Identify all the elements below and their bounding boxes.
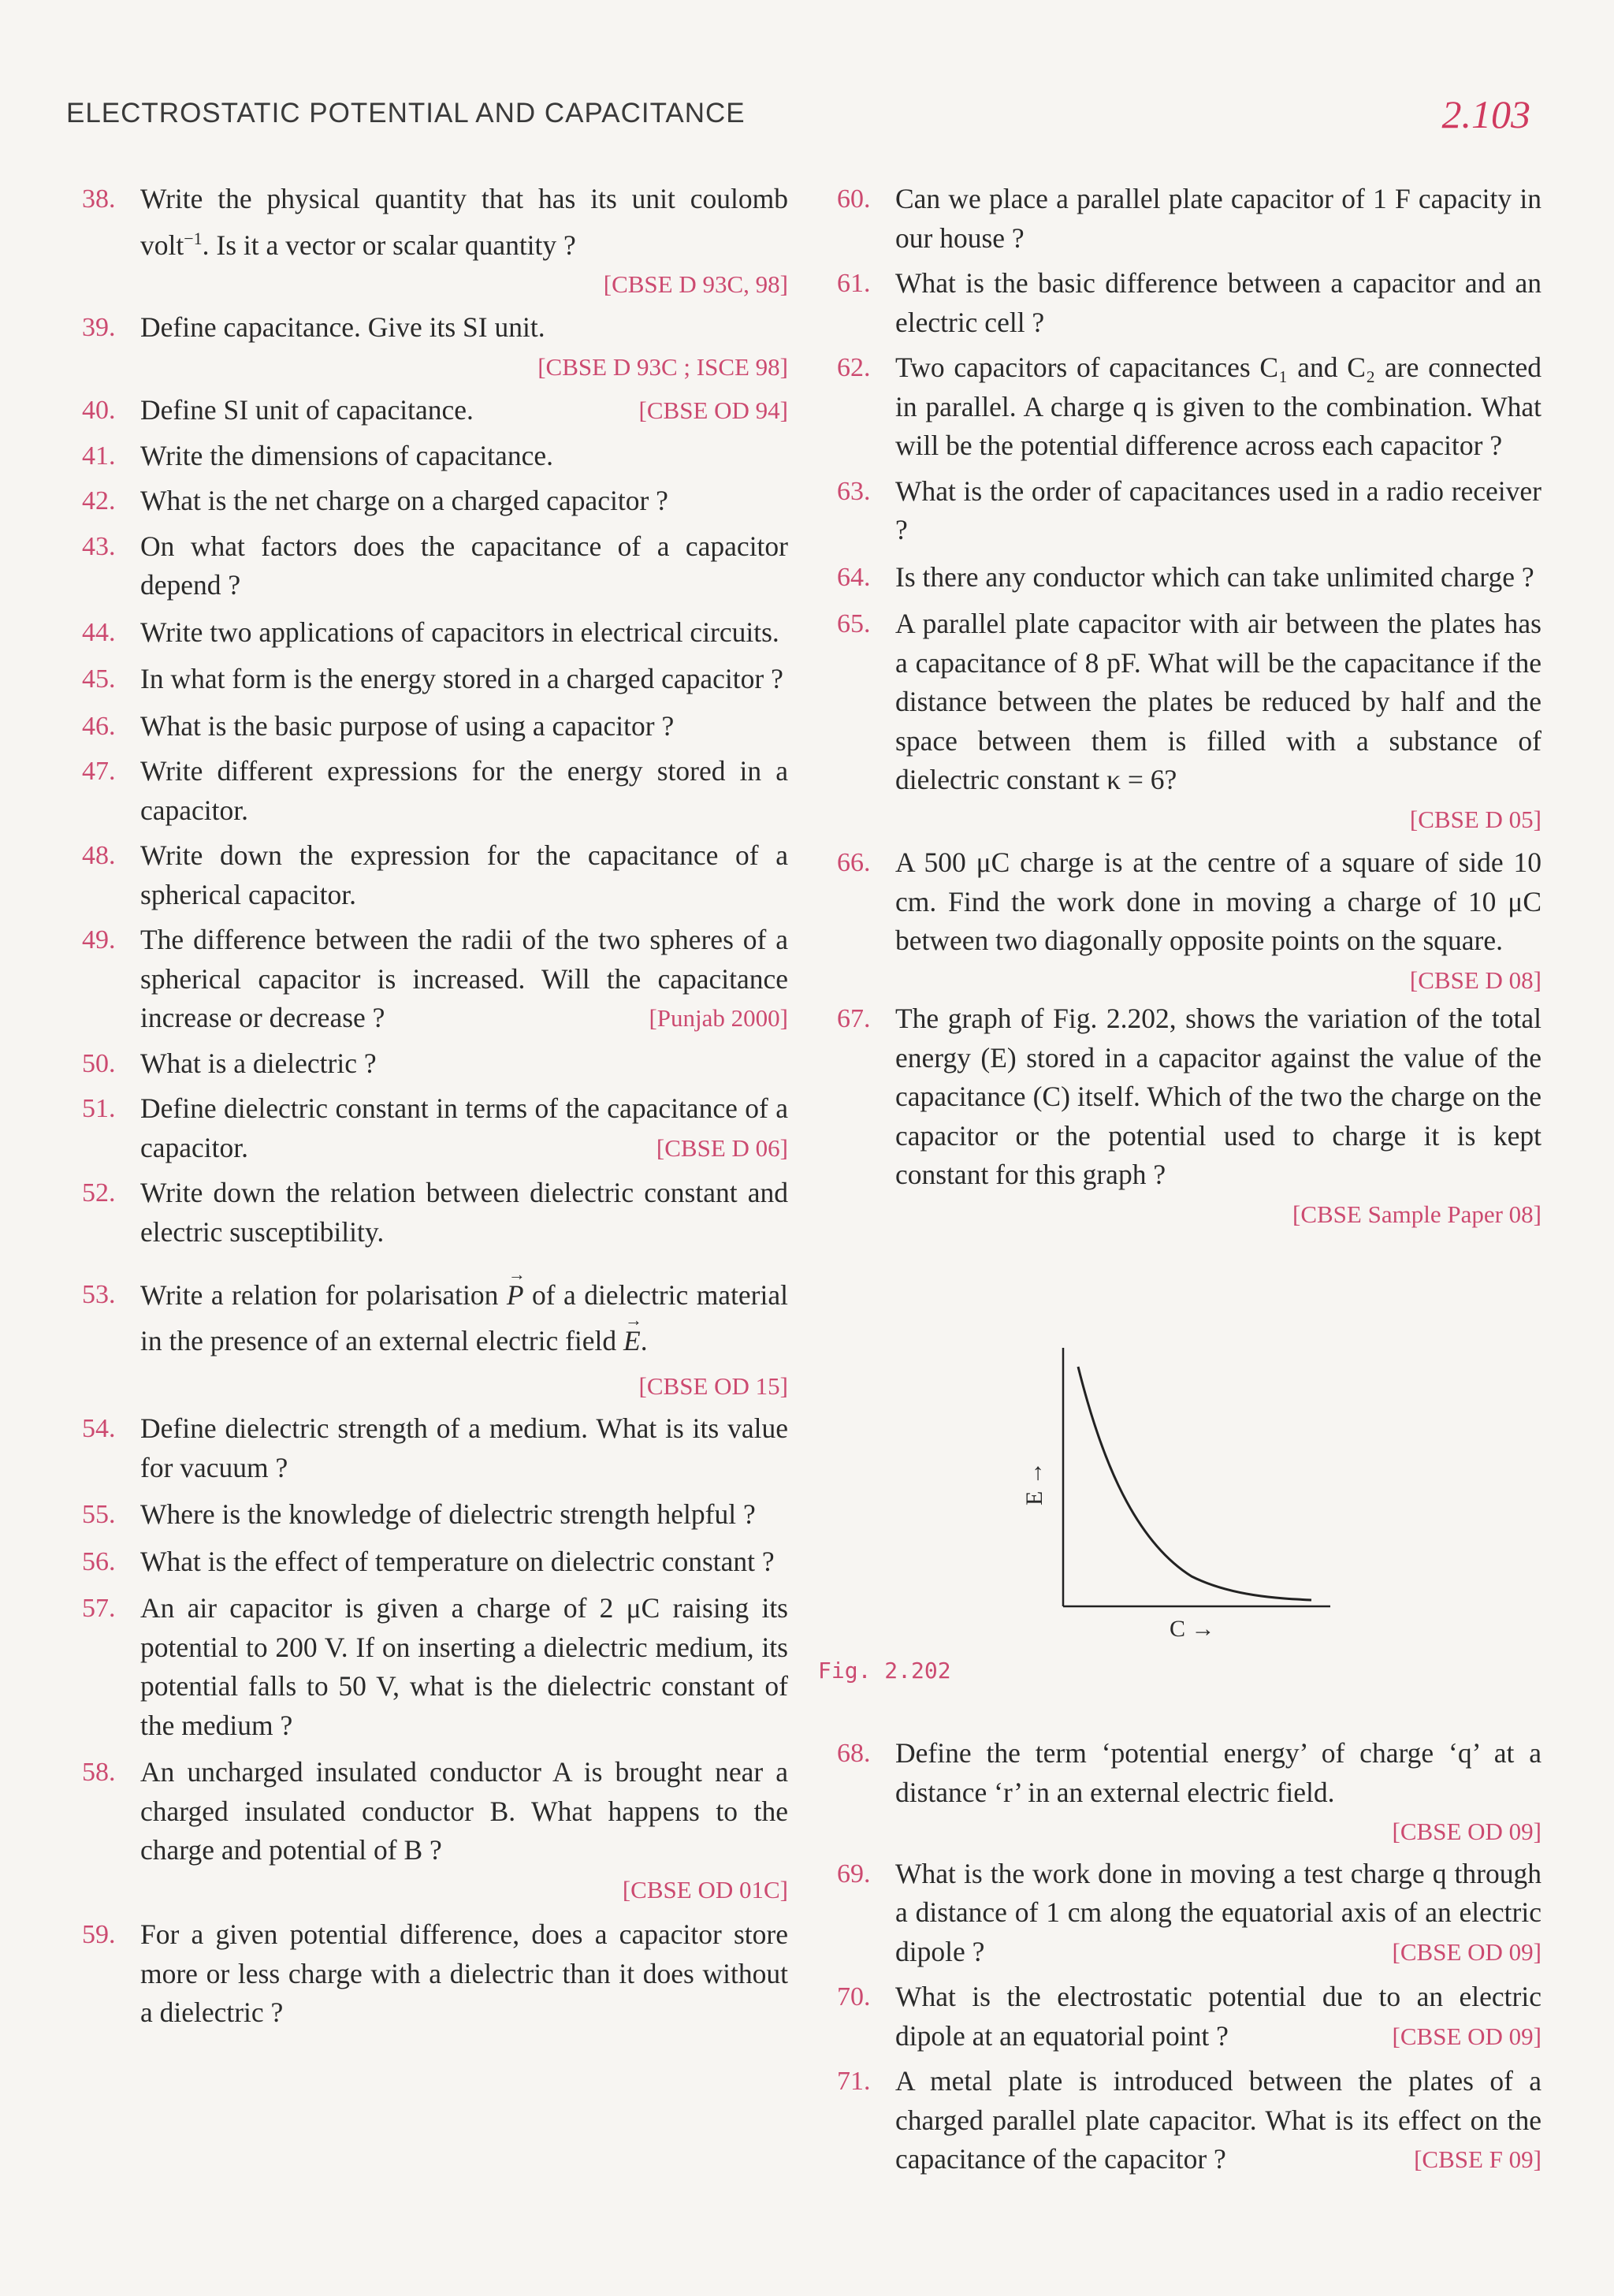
- question-number: 66.: [837, 848, 871, 877]
- polarisation-vector: → P: [507, 1272, 524, 1318]
- question-number: 69.: [837, 1859, 871, 1889]
- question-61: [837, 264, 1541, 342]
- page-number: 2.103: [1441, 92, 1530, 136]
- question-text: An uncharged insulated conductor A is brought near a charged insulated conductor B. What happens to the charge and potential of B ?: [140, 1756, 788, 1866]
- question-text: What is a dielectric ?: [140, 1047, 377, 1079]
- question-reference: [CBSE OD 09]: [1392, 1818, 1541, 1845]
- question-text: Write a relation for polarisation: [140, 1279, 499, 1312]
- question-47: [82, 752, 788, 830]
- question-reference: [CBSE D 06]: [656, 1133, 788, 1162]
- question-text: Can we place a parallel plate capacitor of 1 F capacity in our house ?: [895, 183, 1541, 254]
- question-reference: [CBSE D 93C ; ISCE 98]: [537, 352, 788, 381]
- question-66: [837, 843, 1541, 994]
- question-number: 60.: [837, 184, 871, 214]
- question-reference: [Punjab 2000]: [649, 1004, 788, 1033]
- question-50: [82, 1044, 788, 1084]
- question-number: 43.: [82, 531, 116, 561]
- question-text: Define capacitance. Give its SI unit.: [140, 311, 545, 344]
- question-number: 56.: [82, 1546, 116, 1576]
- question-42: [82, 482, 788, 521]
- question-text: What is the electrostatic potential due to an electric dipole at an equatorial point ?: [895, 1981, 1541, 2052]
- question-text: Write the physical quantity that has its unit coulomb volt: [140, 183, 788, 261]
- question-number: 42.: [82, 486, 116, 516]
- question-text: A 500 μC charge is at the centre of a square of side 10 cm. Find the work done in moving a charge of 10 μC between two diagonally opposite points on the square.: [895, 847, 1541, 956]
- question-59: [82, 1915, 788, 2033]
- question-number: 67.: [837, 1004, 871, 1033]
- question-number: 50.: [82, 1048, 116, 1078]
- question-58: [82, 1753, 788, 1909]
- question-text: Write down the relation between dielectric constant and electric susceptibility.: [140, 1177, 788, 1248]
- question-reference: [CBSE OD 94]: [638, 396, 788, 425]
- question-number: 70.: [837, 1982, 871, 2011]
- energy-capacitance-graph: [995, 1348, 1341, 1642]
- question-text: Write different expressions for the energy stored in a capacitor.: [140, 755, 788, 826]
- question-text-cont: . Is it a vector or scalar quantity ?: [202, 229, 576, 261]
- x-axis-label: C →: [1170, 1616, 1215, 1642]
- figure-caption: Fig. 2.202: [818, 1658, 951, 1684]
- question-number: 45.: [82, 664, 116, 694]
- question-39: [82, 308, 788, 386]
- question-text: Define dielectric constant in terms of the capacitance of a capacitor.: [140, 1092, 788, 1163]
- question-text: Define SI unit of capacitance.: [140, 394, 474, 426]
- question-number: 51.: [82, 1094, 116, 1124]
- graph-svg: [995, 1348, 1341, 1642]
- question-number: 54.: [82, 1414, 116, 1444]
- superscript: −1: [184, 228, 203, 248]
- question-text: A metal plate is introduced between the plates of a charged parallel plate capacitor. What is its effect on the capacitance of the capacitor ?: [895, 2065, 1541, 2175]
- question-reference: [CBSE OD 15]: [638, 1372, 788, 1401]
- question-40: [82, 391, 788, 430]
- question-number: 41.: [82, 441, 116, 471]
- question-55: [82, 1495, 788, 1535]
- question-43: [82, 527, 788, 605]
- question-number: 62.: [837, 353, 871, 382]
- question-54: [82, 1409, 788, 1487]
- question-number: 63.: [837, 476, 871, 506]
- question-number: 59.: [82, 1920, 116, 1950]
- question-number: 53.: [82, 1280, 116, 1310]
- question-69: [837, 1855, 1541, 1972]
- question-text: Define the term ‘potential energy’ of charge ‘q’ at a distance ‘r’ in an external electric field.: [895, 1737, 1541, 1808]
- question-text: Where is the knowledge of dielectric strength helpful ?: [140, 1498, 756, 1531]
- question-62: [837, 348, 1541, 466]
- question-reference: [CBSE Sample Paper 08]: [1292, 1200, 1541, 1228]
- question-48: [82, 836, 788, 914]
- question-number: 58.: [82, 1758, 116, 1788]
- question-number: 48.: [82, 841, 116, 871]
- question-number: 55.: [82, 1500, 116, 1530]
- question-text: Write the dimensions of capacitance.: [140, 439, 553, 471]
- question-reference: [CBSE OD 01C]: [622, 1875, 788, 1903]
- question-text-cont: of a dielectric material in the presence of an external electric field: [140, 1279, 788, 1357]
- question-text: What is the net charge on a charged capacitor ?: [140, 485, 668, 517]
- question-45: [82, 660, 788, 699]
- question-71: [837, 2062, 1541, 2179]
- question-reference: [CBSE F 09]: [1414, 2145, 1541, 2173]
- question-text: Write down the expression for the capacitance of a spherical capacitor.: [140, 839, 788, 910]
- question-number: 57.: [82, 1594, 116, 1624]
- question-70: [837, 1978, 1541, 2056]
- question-53: [82, 1272, 788, 1401]
- question-49: [82, 921, 788, 1038]
- question-44: [82, 613, 788, 653]
- question-65: [837, 605, 1541, 839]
- y-axis-label: E →: [1021, 1461, 1047, 1505]
- question-text: In what form is the energy stored in a charged capacitor ?: [140, 663, 783, 695]
- question-46: [82, 707, 788, 746]
- question-number: 65.: [837, 609, 871, 638]
- question-number: 64.: [837, 562, 871, 592]
- question-text: What is the order of capacitances used in a radio receiver ?: [895, 474, 1541, 545]
- question-reference: [CBSE D 05]: [1409, 805, 1541, 833]
- question-number: 40.: [82, 396, 116, 426]
- chapter-title: ELECTROSTATIC POTENTIAL AND CAPACITANCE: [66, 98, 746, 128]
- question-text: What is the effect of temperature on dielectric constant ?: [140, 1545, 775, 1577]
- question-52: [82, 1174, 788, 1252]
- question-number: 61.: [837, 269, 871, 298]
- energy-curve: [1078, 1367, 1311, 1600]
- question-56: [82, 1542, 788, 1582]
- question-text: Define dielectric strength of a medium. What is its value for vacuum ?: [140, 1412, 788, 1483]
- question-63: [837, 472, 1541, 550]
- question-text: The graph of Fig. 2.202, shows the variation of the total energy (E) stored in a capacitor against the value of the capacitance (C) itself. Which of the two the charge on the capacitor or the potential used to charge it is kept constant for this graph ?: [895, 1003, 1541, 1190]
- question-number: 47.: [82, 757, 116, 787]
- question-text: For a given potential difference, does a capacitor store more or less charge with a dielectric than it does without a dielectric ?: [140, 1918, 788, 2029]
- question-text: A parallel plate capacitor with air between the plates has a capacitance of 8 pF. What will be the capacitance if the distance between the plates be reduced by half and the space between them is filled with a substance of dielectric constant κ = 6?: [895, 608, 1541, 795]
- question-text: Two capacitors of capacitances C₁ and C₂ are connected in parallel. A charge q is given to the combination. What will be the potential difference across each capacitor ?: [895, 352, 1541, 461]
- question-text: On what factors does the capacitance of a capacitor depend ?: [140, 530, 788, 601]
- question-number: 52.: [82, 1178, 116, 1208]
- question-text: The difference between the radii of the two spheres of a spherical capacitor is increased. Will the capacitance increase or decrease ?: [140, 924, 788, 1034]
- question-38: [82, 180, 788, 303]
- question-text: What is the basic purpose of using a capacitor ?: [140, 709, 675, 742]
- question-text: An air capacitor is given a charge of 2 μC raising its potential to 200 V. If on inserting a dielectric medium, its potential falls to 50 V, what is the dielectric constant of the medium ?: [140, 1592, 788, 1741]
- question-reference: [CBSE D 08]: [1409, 966, 1541, 994]
- question-number: 71.: [837, 2067, 871, 2096]
- question-reference: [CBSE D 93C, 98]: [603, 270, 788, 298]
- question-number: 68.: [837, 1739, 871, 1768]
- question-text: Write two applications of capacitors in electrical circuits.: [140, 616, 779, 648]
- question-reference: [CBSE OD 09]: [1392, 1937, 1541, 1966]
- question-67: [837, 999, 1541, 1234]
- question-57: [82, 1589, 788, 1745]
- question-text: What is the work done in moving a test charge q through a distance of 1 cm along the equatorial axis of an electric dipole ?: [895, 1857, 1541, 1967]
- question-number: 38.: [82, 184, 116, 214]
- question-number: 44.: [82, 617, 116, 647]
- electric-field-vector: → E: [623, 1318, 641, 1364]
- question-number: 49.: [82, 925, 116, 955]
- question-60: [837, 180, 1541, 258]
- question-text: What is the basic difference between a capacitor and an electric cell ?: [895, 267, 1541, 338]
- question-reference: [CBSE OD 09]: [1392, 2022, 1541, 2050]
- right-column: [837, 180, 1541, 1234]
- question-text-end: .: [640, 1325, 648, 1357]
- question-text: Is there any conductor which can take unlimited charge ?: [895, 560, 1534, 593]
- question-41: [82, 437, 788, 476]
- question-number: 39.: [82, 313, 116, 343]
- question-68: [837, 1734, 1541, 1851]
- right-column-lower: [837, 1734, 1541, 2179]
- left-column: [82, 180, 788, 2033]
- question-number: 46.: [82, 711, 116, 741]
- question-64: [837, 558, 1541, 597]
- question-51: [82, 1089, 788, 1167]
